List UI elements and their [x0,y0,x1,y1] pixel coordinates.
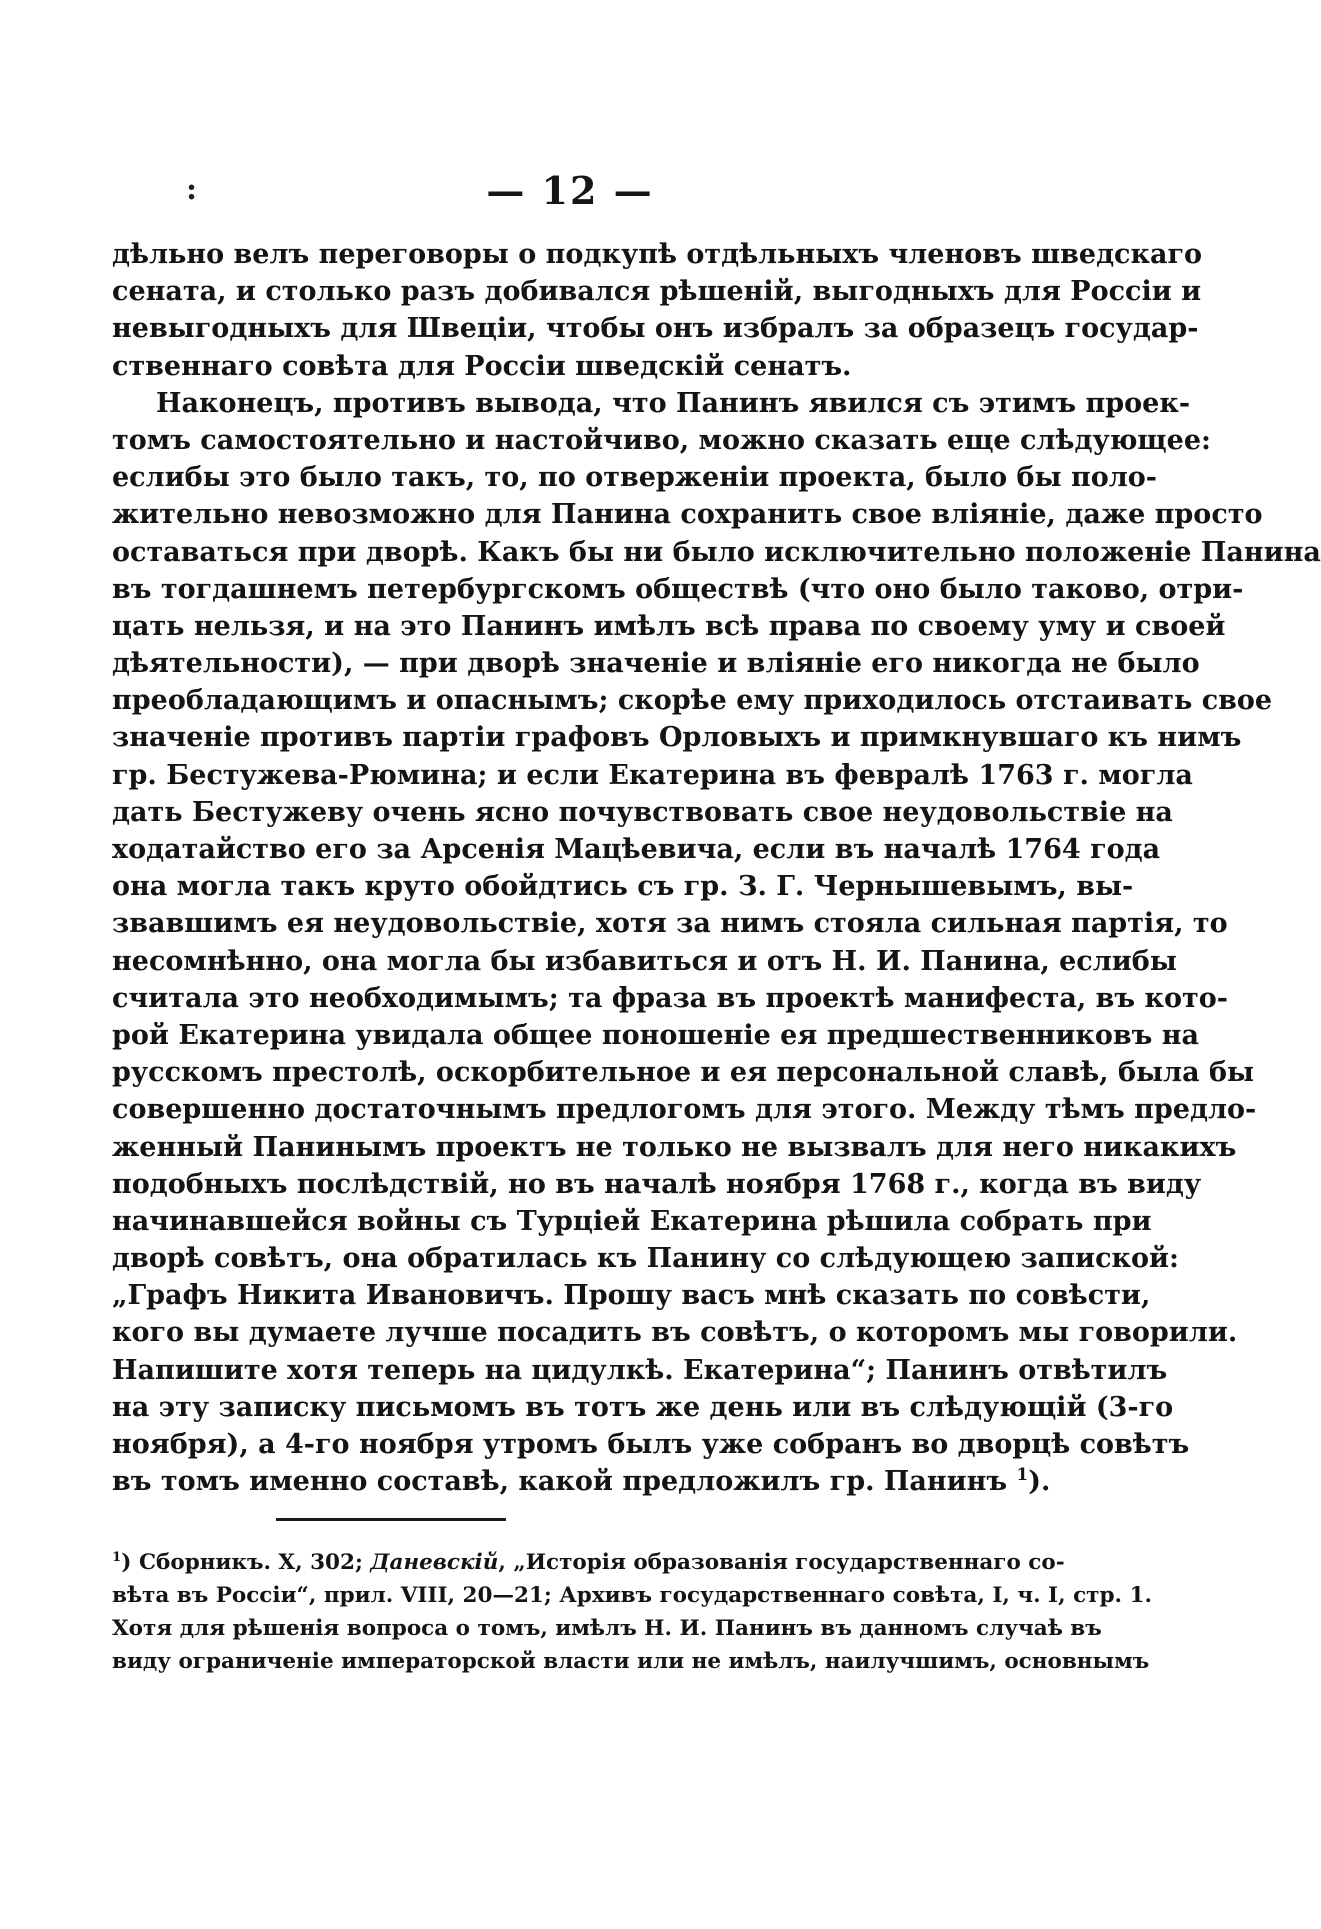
text-line: русскомъ престолѣ, оскорбительное и ея персональной славѣ, была бы [112,1057,1255,1089]
text-line: женный Панинымъ проектъ не только не вызвалъ для него никакихъ [112,1131,1237,1163]
margin-mark: : [186,172,198,207]
text-line: звавшимъ ея неудовольствіе, хотя за нимъ стояла сильная партія, то [112,908,1228,940]
text-line: на эту записку письмомъ въ тотъ же день или въ слѣдующій (3-го [112,1391,1174,1423]
text-line: оставаться при дворѣ. Какъ бы ни было исключительно положеніе Панина [112,536,1321,568]
main-text [112,236,1321,1500]
text-line: дѣятельности), — при дворѣ значеніе и вліяніе его никогда не было [112,648,1200,680]
footnote-line: Хотя для рѣшенія вопроса о томъ, имѣлъ Н. И. Панинъ въ данномъ случаѣ въ [112,1616,1102,1641]
footnote-divider [276,1518,506,1521]
footnote-line [112,1546,1065,1579]
page-number: — 12 — [486,168,654,213]
text-line: ноября), а 4-го ноября утромъ былъ уже собранъ во дворцѣ совѣтъ [112,1429,1190,1460]
text-line: рой Екатерина увидала общее поношеніе ея предшественниковъ на [112,1019,1200,1051]
text-line: кого вы думаете лучше посадить въ совѣтъ, о которомъ мы говорили. [112,1317,1238,1349]
footnote-line: виду ограниченіе императорской власти или не имѣлъ, наилучшимъ, основнымъ [112,1649,1150,1674]
text-line: ственнаго совѣта для Россіи шведскій сенатъ. [112,350,852,382]
text-line: въ тогдашнемъ петербургскомъ обществѣ (что оно было таково, отри- [112,573,1244,605]
footnote-marker: 1 [112,1548,122,1565]
text-line: дать Бестужеву очень ясно почувствовать свое неудовольствіе на [112,796,1173,828]
text-line-content: въ томъ именно составѣ, какой предложилъ гр. Панинъ [112,1466,1008,1498]
text-line: томъ самостоятельно и настойчиво, можно сказать еще слѣдующее: [112,424,1211,456]
text-line: совершенно достаточнымъ предлогомъ для этого. Между тѣмъ предло- [112,1094,1257,1126]
text-line-final [112,1463,1051,1500]
text-line: считала это необходимымъ; та фраза въ проектѣ манифеста, въ кото- [112,982,1228,1014]
text-line: дѣльно велъ переговоры о подкупѣ отдѣльныхъ членовъ шведскаго [112,239,1203,270]
text-line: подобныхъ послѣдствій, но въ началѣ ноября 1768 г., когда въ виду [112,1168,1202,1200]
text-line: значеніе противъ партіи графовъ Орловыхъ и примкнувшаго къ нимъ [112,722,1242,754]
text-line: начинавшейся войны съ Турціей Екатерина рѣшила собрать при [112,1205,1152,1237]
text-line: сената, и столько разъ добивался рѣшеній, выгодныхъ для Россіи и [112,276,1202,308]
footnote-block [112,1546,1152,1678]
text-line: жительно невозможно для Панина сохранить свое вліяніе, даже просто [112,499,1263,531]
text-line: преобладающимъ и опаснымъ; скорѣе ему приходилось отстаивать свое [112,685,1273,717]
text-line: Напишите хотя теперь на цидулкѣ. Екатерина“; Панинъ отвѣтилъ [112,1354,1168,1386]
text-line: дворѣ совѣтъ, она обратилась къ Панину со слѣдующею запиской: [112,1243,1180,1275]
text-line: „Графъ Никита Ивановичъ. Прошу васъ мнѣ сказать по совѣсти, [112,1280,1151,1312]
footnote-reference[interactable]: 1 [1016,1464,1029,1485]
footnote-author: Даневскій [370,1550,499,1575]
text-line-tail: ). [1028,1466,1051,1498]
footnote-text-start: ) Сборникъ. X, 302; [121,1550,371,1575]
footnote-line: вѣта въ Россіи“, прил. VIII, 20—21; Архивъ государственнаго совѣта, I, ч. I, стр. 1. [112,1583,1152,1608]
text-line: цать нельзя, и на это Панинъ имѣлъ всѣ права по своему уму и своей [112,610,1226,642]
text-line: невыгодныхъ для Швеціи, чтобы онъ избралъ за образецъ государ- [112,313,1199,345]
text-line: гр. Бестужева-Рюмина; и если Екатерина въ февралѣ 1763 г. могла [112,759,1193,791]
text-line: она могла такъ круто обойдтись съ гр. З. Г. Чернышевымъ, вы- [112,871,1134,903]
text-line: Наконецъ, противъ вывода, что Панинъ явился съ этимъ проек- [156,387,1191,419]
text-line: ходатайство его за Арсенія Мацѣевича, если въ началѣ 1764 года [112,834,1161,865]
text-line: еслибы это было такъ, то, по отверженіи проекта, было бы поло- [112,462,1158,494]
text-line: несомнѣнно, она могла бы избавиться и отъ Н. И. Панина, еслибы [112,945,1177,977]
footnote-text-title: , „Исторія образованія государственнаго со- [498,1550,1065,1575]
